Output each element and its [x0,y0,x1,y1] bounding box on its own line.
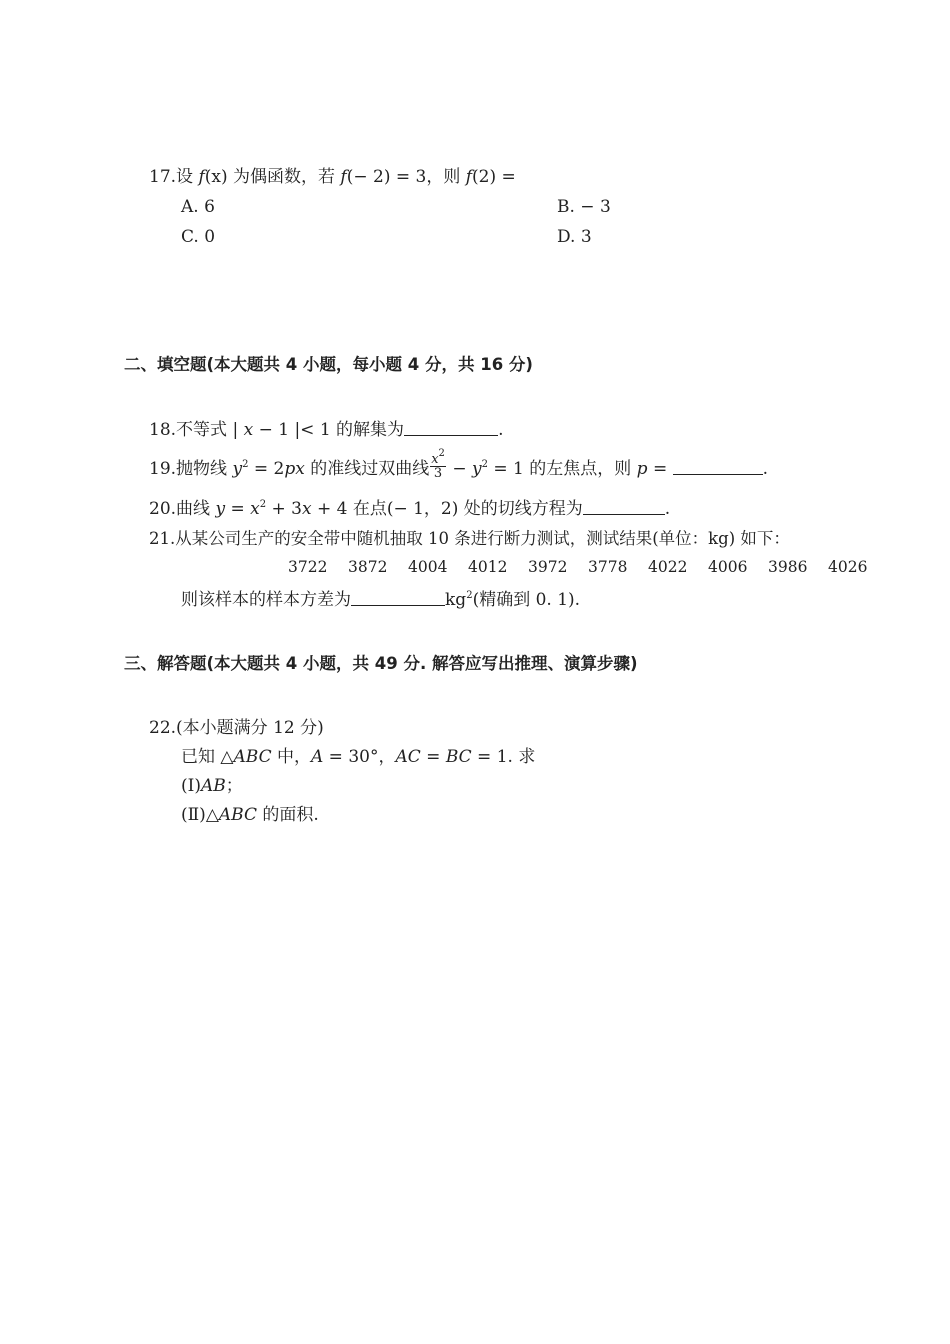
question-22-header: 22.(本小题满分 12 分) [149,718,324,738]
answer-blank [673,458,763,475]
data-values [288,556,888,578]
question-19: 19.抛物线 $y^2 = 2px$ 的准线过双曲线 $\frac{x^2}{3}$ − $y^2 = 1$ 的左焦点，则 p = . [149,448,769,481]
data-value: 3778 [588,558,628,576]
data-value: 3722 [288,558,328,576]
section-3-heading: 三、解答题(本大题共 4 小题，共 49 分. 解答应写出推理、演算步骤) [124,654,638,673]
option-a: A. 6 [181,197,215,217]
question-20: 20.曲线 $y = x^2 + 3x + 4$ 在点(− 1，2) 处的切线方程为 . [149,499,671,519]
question-22-part-2: (Ⅱ)△ABC 的面积. [181,805,319,825]
data-value: 3872 [348,558,388,576]
fraction: $\frac{x^2}{3}$ [431,448,445,481]
question-21: 21.从某公司生产的安全带中随机抽取 10 条进行断力测试，测试结果(单位：kg) 如下： [149,529,790,548]
data-value: 3972 [528,558,568,576]
option-d: D. 3 [557,227,592,247]
section-2-heading: 二、填空题(本大题共 4 小题，每小题 4 分，共 16 分) [124,355,533,374]
question-17: 17.设 f(x) 为偶函数，若 f(− 2) = 3，则 f(2) = [149,167,516,187]
data-value: 4004 [408,558,448,576]
data-value: 4006 [708,558,748,576]
question-18: 18.不等式 | x − 1 |< 1 的解集为 . [149,420,504,440]
answer-blank [351,589,445,606]
data-value: 4012 [468,558,508,576]
question-22-statement: 已知 △ABC 中，A = 30°，AC = BC = 1. 求 [181,747,536,767]
data-value: 4022 [648,558,688,576]
option-c: C. 0 [181,227,216,247]
question-22-part-1: (Ⅰ)AB； [181,776,243,796]
data-value: 3986 [768,558,808,576]
data-value: 4026 [828,558,868,576]
answer-blank [404,419,498,436]
option-b: B. − 3 [557,197,611,217]
answer-blank [583,498,665,515]
question-21-tail: 则该样本的样本方差为 $kg^2$(精确到 0. 1). [181,590,581,610]
